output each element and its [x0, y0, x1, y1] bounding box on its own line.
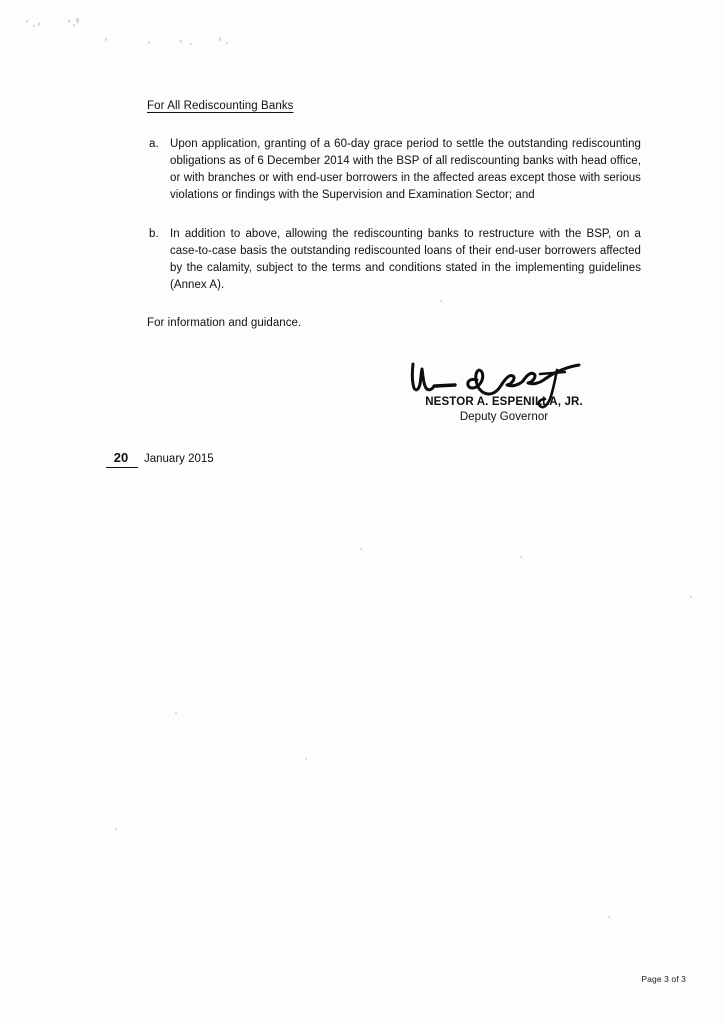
date-month-year: January 2015 [144, 453, 214, 465]
list-item [147, 226, 641, 294]
page-footer: Page 3 of 3 [641, 974, 686, 984]
date-day-handwritten: 20 [106, 450, 138, 468]
closing-statement: For information and guidance. [147, 317, 302, 329]
document-body [147, 99, 641, 344]
list-item [147, 136, 641, 204]
list-item-text: In addition to above, allowing the rediscounting banks to restructure with the BSP, on a case-to-case basis the outstanding rediscounted loans of their end-user borrowers affected by the calamity, subject to the terms and conditions stated in the implementing guidelines (Annex A). [170, 228, 641, 291]
section-heading: For All Rediscounting Banks [147, 100, 294, 112]
signatory-title: Deputy Governor [459, 411, 549, 423]
date-line [106, 450, 214, 468]
provisions-list [147, 136, 641, 294]
list-item-marker: a. [149, 138, 159, 150]
signatory-name: NESTOR A. ESPENILLA, JR. [425, 396, 583, 408]
list-item-text: Upon application, granting of a 60-day grace period to settle the outstanding rediscounting obligations as of 6 December 2014 with the BSP of all rediscounting banks with head office, or with branches or with end-user borrowers in the affected areas except those with serious violations or findings with the Supervision and Examination Sector; and [170, 138, 641, 201]
signature-block [413, 360, 595, 425]
list-item-marker: b. [149, 228, 159, 240]
